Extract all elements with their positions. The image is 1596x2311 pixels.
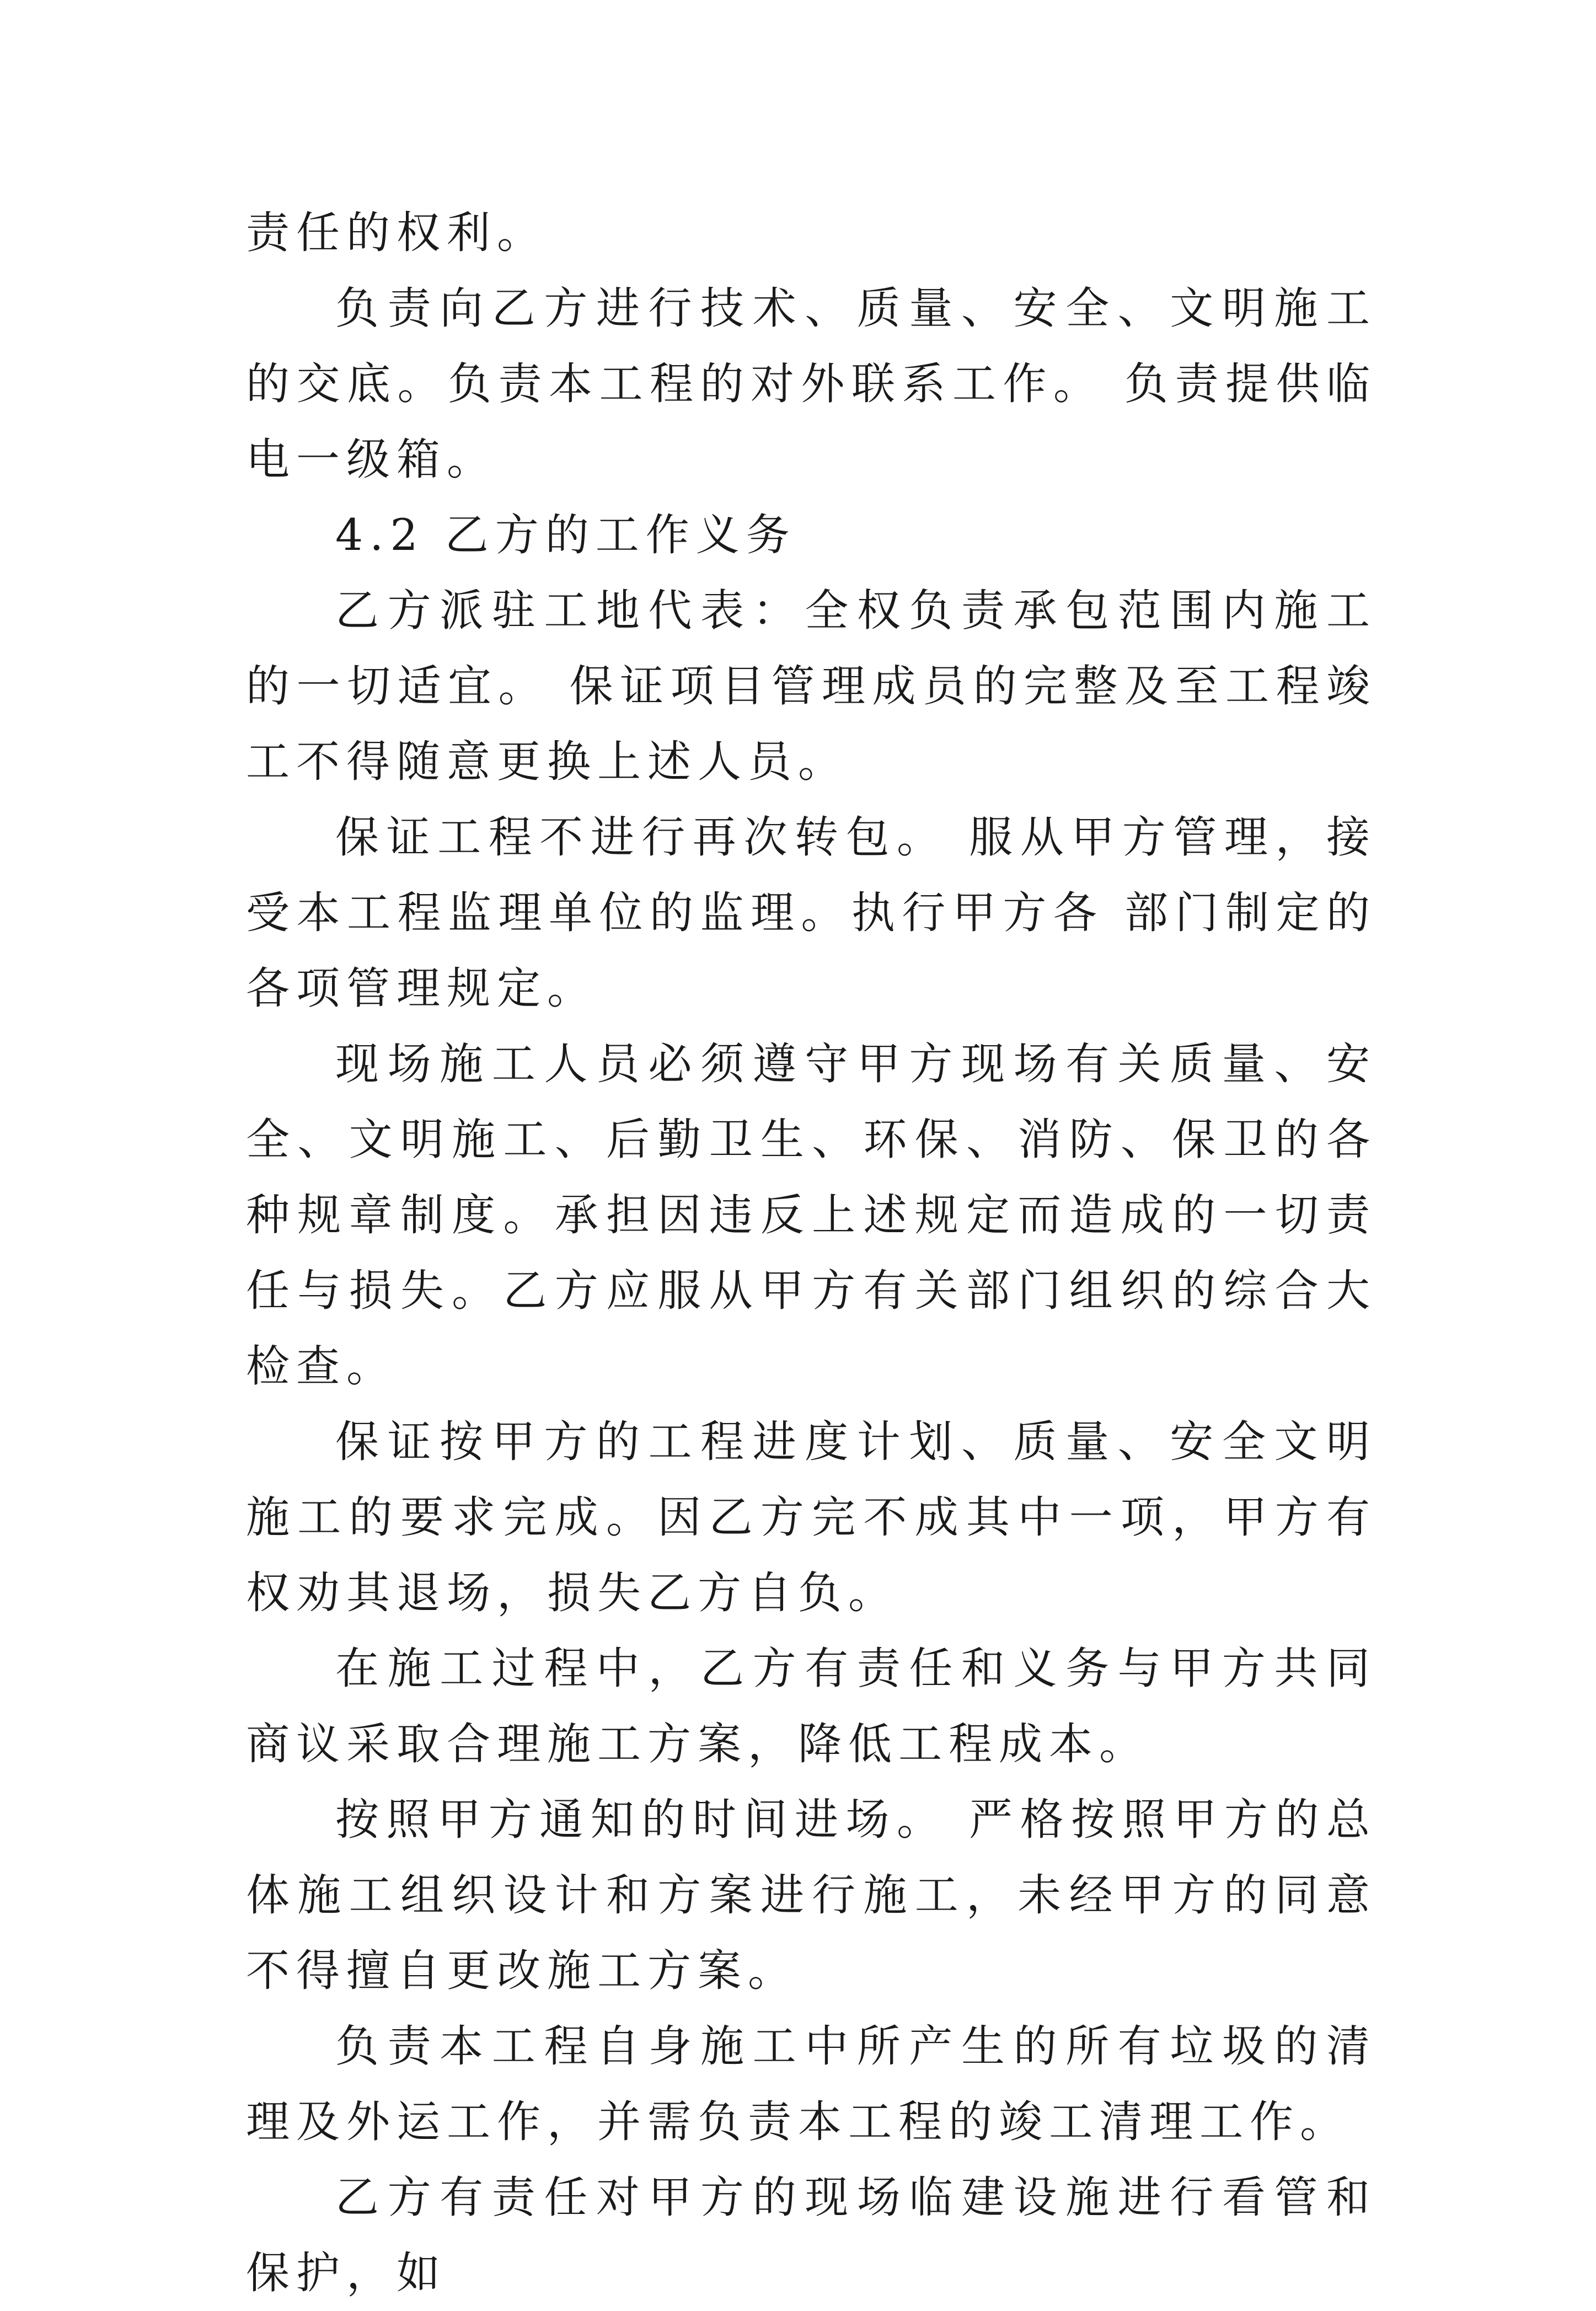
document-body bbox=[246, 195, 1377, 2311]
paragraph: 按照甲方通知的时间进场。 严格按照甲方的总体施工组织设计和方案进行施工，未经甲方的同意不得擅自更改施工方案。 bbox=[246, 1794, 1377, 1996]
paragraph-continuation: 责任的权利。 bbox=[246, 207, 547, 258]
section-heading: 4.2 乙方的工作义务 bbox=[335, 510, 796, 560]
paragraph: 在施工过程中，乙方有责任和义务与甲方共同商议采取合理施工方案，降低工程成本。 bbox=[246, 1643, 1377, 1769]
paragraph: 乙方派驻工地代表：全权负责承包范围内施工的一切适宜。 保证项目管理成员的完整及至工程竣工不得随意更换上述人员。 bbox=[246, 585, 1377, 787]
paragraph: 保证工程不进行再次转包。 服从甲方管理，接受本工程监理单位的监理。执行甲方各 部门制定的各项管理规定。 bbox=[246, 812, 1377, 1014]
paragraph: 保证按甲方的工程进度计划、质量、安全文明施工的要求完成。因乙方完不成其中一项，甲方有权劝其退场，损失乙方自负。 bbox=[246, 1416, 1377, 1618]
paragraph: 负责向乙方进行技术、质量、安全、文明施工的交底。负责本工程的对外联系工作。 负责提供临电一级箱。 bbox=[246, 283, 1377, 485]
paragraph: 负责本工程自身施工中所产生的所有垃圾的清理及外运工作，并需负责本工程的竣工清理工作。 bbox=[246, 2021, 1377, 2147]
paragraph: 乙方有责任对甲方的现场临建设施进行看管和保护，如 bbox=[246, 2172, 1377, 2298]
paragraph: 现场施工人员必须遵守甲方现场有关质量、安全、文明施工、后勤卫生、环保、消防、保卫的各种规章制度。承担因违反上述规定而造成的一切责任与损失。乙方应服从甲方有关部门组织的综合大检查。 bbox=[246, 1039, 1377, 1392]
